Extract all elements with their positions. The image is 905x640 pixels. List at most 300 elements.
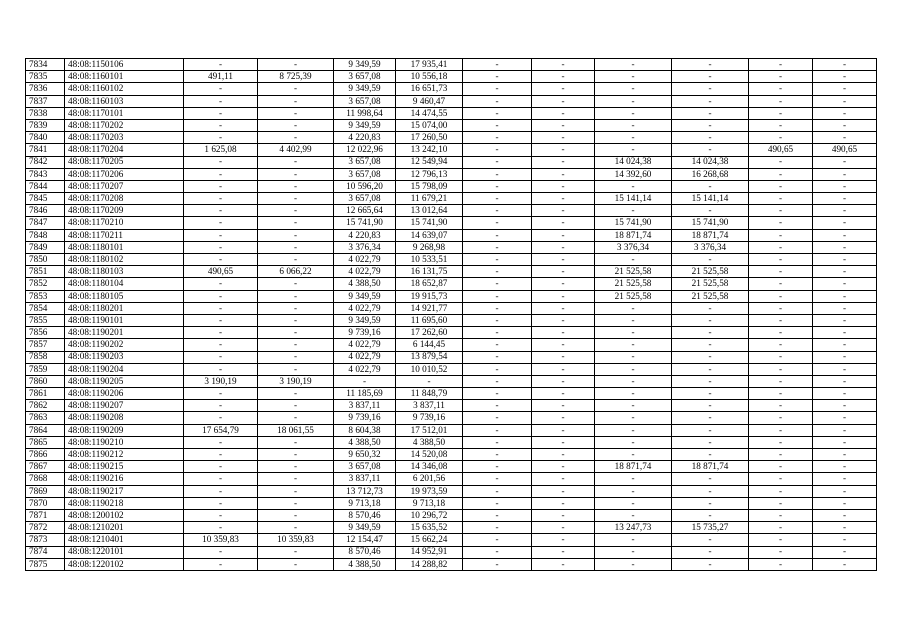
value-cell: - <box>184 302 258 314</box>
cadastral-number-cell: 48:08:1190209 <box>65 424 184 436</box>
value-cell: 17 262,60 <box>396 327 463 339</box>
cadastral-number-cell: 48:08:1190101 <box>65 314 184 326</box>
value-cell: - <box>749 180 813 192</box>
value-cell: 15 741,90 <box>595 217 672 229</box>
value-cell: - <box>749 424 813 436</box>
row-number-cell: 7863 <box>26 412 65 424</box>
value-cell: 17 935,41 <box>396 59 463 71</box>
value-cell: - <box>532 241 595 253</box>
value-cell: 6 144,45 <box>396 339 463 351</box>
cadastral-number-cell: 48:08:1160103 <box>65 95 184 107</box>
cadastral-number-cell: 48:08:1170203 <box>65 132 184 144</box>
value-cell: - <box>672 546 749 558</box>
cadastral-number-cell: 48:08:1170204 <box>65 144 184 156</box>
value-cell: - <box>749 412 813 424</box>
value-cell: - <box>595 71 672 83</box>
table-row <box>26 290 877 302</box>
value-cell: - <box>672 205 749 217</box>
row-number-cell: 7842 <box>26 156 65 168</box>
table-row <box>26 351 877 363</box>
value-cell: - <box>258 497 334 509</box>
value-cell: - <box>749 327 813 339</box>
table-row <box>26 132 877 144</box>
value-cell: - <box>813 71 877 83</box>
value-cell: 14 024,38 <box>595 156 672 168</box>
cadastral-value-table <box>25 58 877 571</box>
value-cell: - <box>813 534 877 546</box>
cadastral-number-cell: 48:08:1200102 <box>65 509 184 521</box>
value-cell: - <box>184 461 258 473</box>
value-cell: - <box>463 400 532 412</box>
value-cell: 11 848,79 <box>396 388 463 400</box>
value-cell: - <box>595 339 672 351</box>
table-row <box>26 278 877 290</box>
value-cell: - <box>813 119 877 131</box>
value-cell: 4 388,50 <box>396 436 463 448</box>
value-cell: - <box>813 375 877 387</box>
cadastral-number-cell: 48:08:1180103 <box>65 266 184 278</box>
value-cell: - <box>595 388 672 400</box>
value-cell: - <box>463 302 532 314</box>
value-cell: 12 665,64 <box>334 205 396 217</box>
value-cell: - <box>813 509 877 521</box>
value-cell: 19 973,59 <box>396 485 463 497</box>
cadastral-number-cell: 48:08:1190207 <box>65 400 184 412</box>
value-cell: - <box>595 509 672 521</box>
value-cell: - <box>184 327 258 339</box>
value-cell: - <box>463 375 532 387</box>
value-cell: 18 061,55 <box>258 424 334 436</box>
value-cell: - <box>258 205 334 217</box>
value-cell: - <box>258 485 334 497</box>
value-cell: - <box>184 388 258 400</box>
cadastral-number-cell: 48:08:1190206 <box>65 388 184 400</box>
value-cell: - <box>672 71 749 83</box>
value-cell: 9 739,16 <box>334 327 396 339</box>
value-cell: - <box>463 241 532 253</box>
value-cell: - <box>258 83 334 95</box>
value-cell: - <box>184 509 258 521</box>
table-row <box>26 168 877 180</box>
value-cell: - <box>532 449 595 461</box>
cadastral-number-cell: 48:08:1170209 <box>65 205 184 217</box>
table-row <box>26 473 877 485</box>
value-cell: - <box>258 168 334 180</box>
value-cell: 14 346,08 <box>396 461 463 473</box>
row-number-cell: 7872 <box>26 522 65 534</box>
value-cell: - <box>184 546 258 558</box>
value-cell: - <box>749 546 813 558</box>
value-cell: 13 012,64 <box>396 205 463 217</box>
value-cell: 10 296,72 <box>396 509 463 521</box>
value-cell: - <box>749 497 813 509</box>
value-cell: - <box>813 449 877 461</box>
value-cell: - <box>258 290 334 302</box>
value-cell: - <box>258 509 334 521</box>
cadastral-number-cell: 48:08:1150106 <box>65 59 184 71</box>
value-cell: - <box>463 461 532 473</box>
value-cell: 8 604,38 <box>334 424 396 436</box>
value-cell: - <box>258 339 334 351</box>
value-cell: - <box>532 59 595 71</box>
value-cell: - <box>258 449 334 461</box>
value-cell: - <box>463 546 532 558</box>
value-cell: - <box>463 217 532 229</box>
value-cell: 9 349,59 <box>334 59 396 71</box>
table-row <box>26 156 877 168</box>
value-cell: - <box>813 95 877 107</box>
value-cell: - <box>532 558 595 570</box>
value-cell: - <box>463 144 532 156</box>
value-cell: - <box>532 156 595 168</box>
value-cell: - <box>813 546 877 558</box>
value-cell: - <box>749 193 813 205</box>
value-cell: - <box>749 351 813 363</box>
value-cell: 4 220,83 <box>334 229 396 241</box>
value-cell: 15 635,52 <box>396 522 463 534</box>
row-number-cell: 7843 <box>26 168 65 180</box>
value-cell: - <box>463 107 532 119</box>
cadastral-number-cell: 48:08:1180104 <box>65 278 184 290</box>
value-cell: - <box>749 229 813 241</box>
value-cell: - <box>463 95 532 107</box>
table-row <box>26 497 877 509</box>
value-cell: 14 392,60 <box>595 168 672 180</box>
value-cell: - <box>463 339 532 351</box>
row-number-cell: 7855 <box>26 314 65 326</box>
value-cell: - <box>463 363 532 375</box>
value-cell: - <box>463 509 532 521</box>
value-cell: - <box>463 351 532 363</box>
value-cell: - <box>672 534 749 546</box>
value-cell: - <box>463 485 532 497</box>
value-cell: - <box>749 59 813 71</box>
value-cell: - <box>749 95 813 107</box>
value-cell: - <box>595 314 672 326</box>
table-row <box>26 266 877 278</box>
row-number-cell: 7835 <box>26 71 65 83</box>
value-cell: - <box>334 375 396 387</box>
value-cell: - <box>184 119 258 131</box>
value-cell: - <box>672 180 749 192</box>
row-number-cell: 7864 <box>26 424 65 436</box>
value-cell: - <box>184 522 258 534</box>
cadastral-number-cell: 48:08:1170210 <box>65 217 184 229</box>
value-cell: - <box>813 558 877 570</box>
value-cell: - <box>672 302 749 314</box>
value-cell: - <box>532 107 595 119</box>
value-cell: - <box>532 485 595 497</box>
value-cell: - <box>749 363 813 375</box>
value-cell: 491,11 <box>184 71 258 83</box>
value-cell: - <box>184 205 258 217</box>
value-cell: - <box>532 217 595 229</box>
row-number-cell: 7868 <box>26 473 65 485</box>
value-cell: 11 185,69 <box>334 388 396 400</box>
value-cell: - <box>184 132 258 144</box>
value-cell: - <box>595 546 672 558</box>
value-cell: - <box>463 119 532 131</box>
value-cell: 9 349,59 <box>334 83 396 95</box>
value-cell: 14 024,38 <box>672 156 749 168</box>
value-cell: - <box>813 522 877 534</box>
row-number-cell: 7875 <box>26 558 65 570</box>
value-cell: 17 260,50 <box>396 132 463 144</box>
row-number-cell: 7852 <box>26 278 65 290</box>
value-cell: - <box>532 388 595 400</box>
value-cell: - <box>595 473 672 485</box>
value-cell: 21 525,58 <box>672 278 749 290</box>
value-cell: 9 739,16 <box>334 412 396 424</box>
value-cell: - <box>749 83 813 95</box>
value-cell: - <box>184 473 258 485</box>
value-cell: 16 131,75 <box>396 266 463 278</box>
value-cell: - <box>672 132 749 144</box>
value-cell: 3 376,34 <box>672 241 749 253</box>
value-cell: - <box>184 351 258 363</box>
value-cell: - <box>463 436 532 448</box>
value-cell: - <box>258 302 334 314</box>
row-number-cell: 7859 <box>26 363 65 375</box>
value-cell: 6 066,22 <box>258 266 334 278</box>
value-cell: - <box>532 436 595 448</box>
value-cell: - <box>595 302 672 314</box>
value-cell: - <box>258 400 334 412</box>
value-cell: 21 525,58 <box>595 290 672 302</box>
value-cell: - <box>463 180 532 192</box>
value-cell: - <box>463 558 532 570</box>
value-cell: - <box>749 375 813 387</box>
value-cell: - <box>184 59 258 71</box>
value-cell: - <box>813 193 877 205</box>
value-cell: - <box>463 132 532 144</box>
value-cell: 9 349,59 <box>334 522 396 534</box>
value-cell: - <box>258 241 334 253</box>
cadastral-number-cell: 48:08:1220101 <box>65 546 184 558</box>
value-cell: 11 679,21 <box>396 193 463 205</box>
value-cell: - <box>672 436 749 448</box>
value-cell: 9 739,16 <box>396 412 463 424</box>
table-row <box>26 83 877 95</box>
value-cell: - <box>672 363 749 375</box>
value-cell: - <box>532 168 595 180</box>
cadastral-number-cell: 48:08:1190212 <box>65 449 184 461</box>
table-row <box>26 71 877 83</box>
row-number-cell: 7853 <box>26 290 65 302</box>
value-cell: - <box>463 314 532 326</box>
value-cell: - <box>813 412 877 424</box>
row-number-cell: 7869 <box>26 485 65 497</box>
table-row <box>26 424 877 436</box>
value-cell: 3 376,34 <box>595 241 672 253</box>
value-cell: - <box>258 156 334 168</box>
row-number-cell: 7848 <box>26 229 65 241</box>
value-cell: - <box>463 278 532 290</box>
value-cell: - <box>184 400 258 412</box>
value-cell: - <box>532 205 595 217</box>
value-cell: - <box>258 229 334 241</box>
value-cell: - <box>532 302 595 314</box>
table-row <box>26 241 877 253</box>
table-row <box>26 229 877 241</box>
row-number-cell: 7850 <box>26 254 65 266</box>
value-cell: - <box>595 558 672 570</box>
value-cell: 13 879,54 <box>396 351 463 363</box>
value-cell: - <box>813 314 877 326</box>
value-cell: - <box>672 509 749 521</box>
value-cell: - <box>258 119 334 131</box>
value-cell: - <box>463 193 532 205</box>
value-cell: - <box>258 461 334 473</box>
value-cell: - <box>672 351 749 363</box>
value-cell: - <box>672 558 749 570</box>
value-cell: 11 695,60 <box>396 314 463 326</box>
value-cell: 3 657,08 <box>334 95 396 107</box>
value-cell: - <box>595 95 672 107</box>
value-cell: - <box>749 254 813 266</box>
value-cell: - <box>463 473 532 485</box>
value-cell: 4 022,79 <box>334 266 396 278</box>
value-cell: - <box>532 351 595 363</box>
value-cell: - <box>813 132 877 144</box>
value-cell: - <box>749 132 813 144</box>
value-cell: - <box>532 193 595 205</box>
value-cell: - <box>184 193 258 205</box>
value-cell: - <box>463 205 532 217</box>
value-cell: - <box>184 339 258 351</box>
value-cell: - <box>532 278 595 290</box>
value-cell: - <box>532 363 595 375</box>
row-number-cell: 7837 <box>26 95 65 107</box>
table-row <box>26 449 877 461</box>
value-cell: 3 837,11 <box>334 473 396 485</box>
value-cell: - <box>595 449 672 461</box>
value-cell: - <box>532 119 595 131</box>
value-cell: - <box>672 59 749 71</box>
value-cell: 4 022,79 <box>334 339 396 351</box>
value-cell: - <box>672 449 749 461</box>
value-cell: 19 915,73 <box>396 290 463 302</box>
value-cell: - <box>813 461 877 473</box>
value-cell: - <box>749 217 813 229</box>
cadastral-number-cell: 48:08:1170206 <box>65 168 184 180</box>
value-cell: - <box>813 254 877 266</box>
table-row <box>26 59 877 71</box>
value-cell: - <box>813 485 877 497</box>
value-cell: 9 268,98 <box>396 241 463 253</box>
table-row <box>26 363 877 375</box>
value-cell: - <box>595 363 672 375</box>
cadastral-number-cell: 48:08:1190201 <box>65 327 184 339</box>
value-cell: - <box>463 497 532 509</box>
value-cell: 9 349,59 <box>334 290 396 302</box>
row-number-cell: 7845 <box>26 193 65 205</box>
value-cell: 3 657,08 <box>334 461 396 473</box>
value-cell: - <box>258 327 334 339</box>
value-cell: - <box>749 241 813 253</box>
value-cell: 4 388,50 <box>334 558 396 570</box>
value-cell: - <box>749 205 813 217</box>
value-cell: - <box>532 546 595 558</box>
cadastral-number-cell: 48:08:1190204 <box>65 363 184 375</box>
value-cell: - <box>463 327 532 339</box>
value-cell: - <box>463 168 532 180</box>
value-cell: - <box>184 278 258 290</box>
value-cell: - <box>672 314 749 326</box>
value-cell: - <box>258 193 334 205</box>
value-cell: 3 657,08 <box>334 193 396 205</box>
value-cell: - <box>595 144 672 156</box>
value-cell: 4 022,79 <box>334 363 396 375</box>
value-cell: - <box>672 144 749 156</box>
row-number-cell: 7862 <box>26 400 65 412</box>
value-cell: - <box>258 436 334 448</box>
table-row <box>26 400 877 412</box>
table-row <box>26 95 877 107</box>
row-number-cell: 7857 <box>26 339 65 351</box>
value-cell: - <box>184 83 258 95</box>
row-number-cell: 7851 <box>26 266 65 278</box>
value-cell: - <box>813 302 877 314</box>
value-cell: 4 022,79 <box>334 351 396 363</box>
value-cell: 15 141,14 <box>595 193 672 205</box>
value-cell: - <box>532 473 595 485</box>
value-cell: - <box>258 473 334 485</box>
value-cell: - <box>184 107 258 119</box>
cadastral-number-cell: 48:08:1210401 <box>65 534 184 546</box>
value-cell: 9 650,32 <box>334 449 396 461</box>
value-cell: - <box>532 339 595 351</box>
value-cell: 8 725,39 <box>258 71 334 83</box>
value-cell: - <box>532 497 595 509</box>
value-cell: - <box>532 522 595 534</box>
value-cell: - <box>749 400 813 412</box>
value-cell: 3 657,08 <box>334 71 396 83</box>
table-row <box>26 107 877 119</box>
value-cell: 17 654,79 <box>184 424 258 436</box>
value-cell: - <box>532 83 595 95</box>
value-cell: - <box>672 107 749 119</box>
value-cell: - <box>672 83 749 95</box>
value-cell: - <box>813 290 877 302</box>
value-cell: - <box>813 363 877 375</box>
value-cell: - <box>532 534 595 546</box>
value-cell: - <box>532 461 595 473</box>
value-cell: 15 741,90 <box>396 217 463 229</box>
value-cell: - <box>532 132 595 144</box>
value-cell: 14 952,91 <box>396 546 463 558</box>
value-cell: - <box>258 558 334 570</box>
cadastral-number-cell: 48:08:1190216 <box>65 473 184 485</box>
cadastral-number-cell: 48:08:1190208 <box>65 412 184 424</box>
cadastral-number-cell: 48:08:1180201 <box>65 302 184 314</box>
value-cell: - <box>749 290 813 302</box>
value-cell: 15 741,90 <box>334 217 396 229</box>
table-row <box>26 485 877 497</box>
value-cell: 4 402,99 <box>258 144 334 156</box>
value-cell: 15 662,24 <box>396 534 463 546</box>
value-cell: - <box>672 485 749 497</box>
value-cell: - <box>463 449 532 461</box>
value-cell: - <box>813 180 877 192</box>
value-cell: 10 556,18 <box>396 71 463 83</box>
value-cell: - <box>595 327 672 339</box>
value-cell: 12 549,94 <box>396 156 463 168</box>
value-cell: - <box>532 254 595 266</box>
table-row <box>26 302 877 314</box>
value-cell: - <box>672 375 749 387</box>
value-cell: - <box>813 229 877 241</box>
